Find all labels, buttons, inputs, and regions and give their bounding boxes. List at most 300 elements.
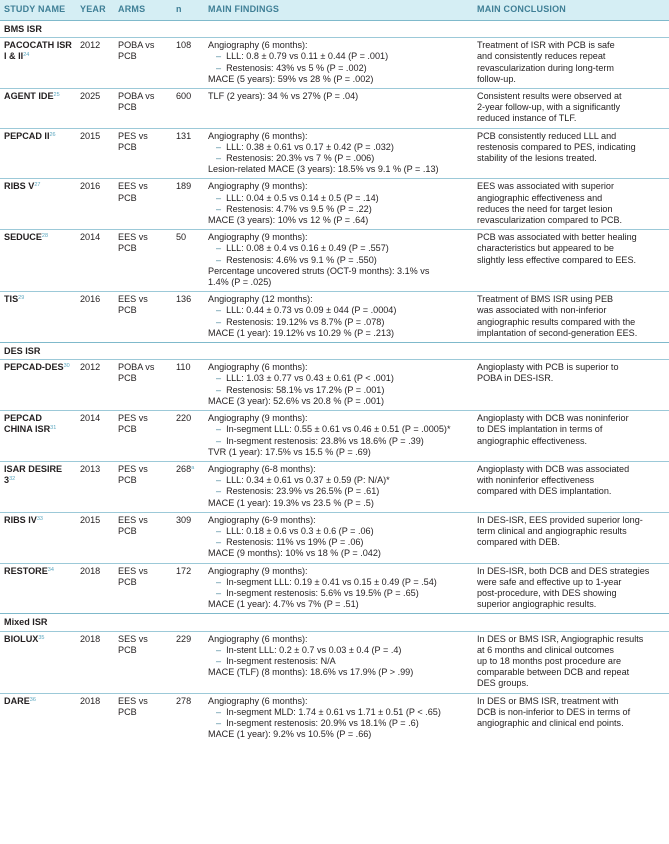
study-n-cell [172, 89, 204, 129]
finding-text: Angiography (9 months): [208, 181, 308, 192]
study-n-cell [172, 693, 204, 743]
finding-line [208, 243, 469, 254]
main-findings-cell [204, 360, 473, 411]
conclusion-line: PCB consistently reduced LLL and [477, 130, 617, 141]
dash-bullet-icon: – [216, 192, 222, 203]
study-n-cell [172, 360, 204, 411]
reference-number: 36 [29, 696, 36, 703]
reference-number: 25 [53, 92, 60, 99]
study-name-cell [0, 38, 76, 89]
study-n: 189 [176, 181, 192, 192]
finding-text: Angiography (12 months): [208, 294, 313, 305]
finding-text: LLL: 0.04 ± 0.5 vs 0.14 ± 0.5 (P = .14) [226, 192, 379, 203]
study-name-cell [0, 461, 76, 512]
finding-line [208, 424, 469, 435]
study-n-cell [172, 38, 204, 89]
finding-text: LLL: 0.44 ± 0.73 vs 0.09 ± 044 (P = .0004) [226, 305, 397, 316]
dash-bullet-icon: – [216, 717, 222, 728]
study-arms: EES vs PCB [114, 512, 172, 563]
study-name-cell [0, 693, 76, 743]
conclusion-line: slightly less effective compared to EES. [477, 254, 637, 265]
main-conclusion-cell [473, 179, 669, 230]
finding-line [208, 588, 469, 599]
study-year: 2012 [76, 38, 114, 89]
conclusion-line: DES groups. [477, 678, 529, 689]
conclusion-line: superior angiographic results. [477, 599, 597, 610]
conclusion-line: stability of the lesions treated. [477, 153, 597, 164]
study-year: 2016 [76, 179, 114, 230]
finding-text: LLL: 0.8 ± 0.79 vs 0.11 ± 0.44 (P = .001) [226, 51, 389, 62]
finding-line [208, 656, 469, 667]
conclusion-line: POBA in DES-ISR. [477, 373, 554, 384]
main-findings-cell [204, 563, 473, 614]
study-n-cell [172, 128, 204, 179]
finding-text: Restenosis: 23.9% vs 26.5% (P = .61) [226, 486, 380, 497]
study-year: 2014 [76, 411, 114, 462]
finding-line [208, 447, 469, 458]
finding-text: LLL: 0.08 ± 0.4 vs 0.16 ± 0.49 (P = .557) [226, 243, 389, 254]
group-label: DES ISR [0, 343, 669, 360]
dash-bullet-icon: – [216, 537, 222, 548]
finding-text: Angiography (6 months): [208, 695, 308, 706]
table-row [0, 461, 669, 512]
main-findings-cell [204, 128, 473, 179]
study-n: 108 [176, 40, 192, 51]
study-arms: SES vs PCB [114, 631, 172, 693]
dash-bullet-icon: – [216, 384, 222, 395]
finding-text: Restenosis: 20.3% vs 7 % (P = .006) [226, 153, 375, 164]
dash-bullet-icon: – [216, 243, 222, 254]
table-row [0, 230, 669, 292]
conclusion-line: post-procedure, with DES showing [477, 587, 617, 598]
study-name: AGENT IDE [4, 91, 54, 102]
finding-line [208, 566, 469, 577]
dash-bullet-icon: – [216, 141, 222, 152]
conclusion-line: reduces the need for target lesion [477, 203, 613, 214]
study-name-cell [0, 128, 76, 179]
finding-line [208, 396, 469, 407]
finding-line [208, 526, 469, 537]
finding-text: LLL: 1.03 ± 0.77 vs 0.43 ± 0.61 (P < .001) [226, 373, 394, 384]
study-year: 2012 [76, 360, 114, 411]
dash-bullet-icon: – [216, 706, 222, 717]
study-name-cell [0, 512, 76, 563]
finding-line [208, 475, 469, 486]
study-name: SEDUCE [4, 232, 42, 243]
study-n: 600 [176, 91, 192, 102]
main-conclusion-cell [473, 512, 669, 563]
finding-line [208, 91, 469, 102]
study-year: 2015 [76, 128, 114, 179]
finding-text: TLF (2 years): 34 % vs 27% (P = .04) [208, 91, 359, 102]
header-main-findings: MAIN FINDINGS [204, 0, 473, 21]
table-row [0, 512, 669, 563]
study-year: 2018 [76, 693, 114, 743]
finding-line [208, 294, 469, 305]
study-name-cell [0, 411, 76, 462]
conclusion-line: In DES or BMS ISR, treatment with [477, 695, 619, 706]
dash-bullet-icon: – [216, 203, 222, 214]
main-conclusion-cell [473, 230, 669, 292]
study-name-cell [0, 179, 76, 230]
finding-line [208, 413, 469, 424]
dash-bullet-icon: – [216, 254, 222, 265]
finding-line [208, 255, 469, 266]
main-conclusion-cell [473, 631, 669, 693]
finding-text: MACE (1 year): 9.2% vs 10.5% (P = .66) [208, 729, 372, 740]
study-year: 2013 [76, 461, 114, 512]
study-name: PEPCAD II [4, 130, 50, 141]
conclusion-line: revascularization compared to PCB. [477, 215, 623, 226]
finding-text: Restenosis: 19.12% vs 8.7% (P = .078) [226, 316, 385, 327]
table-row [0, 38, 669, 89]
finding-line [208, 634, 469, 645]
finding-text: MACE (9 months): 10% vs 18 % (P = .042) [208, 548, 381, 559]
conclusion-line: Angioplasty with DCB was noninferior [477, 413, 629, 424]
table-row [0, 292, 669, 343]
finding-text: Angiography (6 months): [208, 130, 308, 141]
table-row [0, 179, 669, 230]
finding-text: In-segment LLL: 0.55 ± 0.61 vs 0.46 ± 0.51 (P = .0005)* [226, 424, 451, 435]
conclusion-line: DCB is non-inferior to DES in terms of [477, 706, 631, 717]
study-year: 2015 [76, 512, 114, 563]
study-year: 2018 [76, 631, 114, 693]
group-row [0, 614, 669, 631]
conclusion-line: up to 18 months post procedure are [477, 655, 622, 666]
conclusion-line: reduced instance of TLF. [477, 113, 577, 124]
finding-text: Angiography (6 months): [208, 633, 308, 644]
main-conclusion-cell [473, 89, 669, 129]
reference-number: 34 [47, 566, 54, 573]
main-conclusion-cell [473, 360, 669, 411]
conclusion-line: Angioplasty with PCB is superior to [477, 362, 619, 373]
conclusion-line: angiographic and clinical end points. [477, 717, 624, 728]
conclusion-line: Treatment of BMS ISR using PEB [477, 294, 614, 305]
dash-bullet-icon: – [216, 576, 222, 587]
conclusion-line: In DES or BMS ISR, Angiographic results [477, 633, 644, 644]
finding-text: MACE (1 year): 19.3% vs 23.5 % (P = .5) [208, 497, 374, 508]
study-name-cell [0, 230, 76, 292]
finding-text: Percentage uncovered struts (OCT-9 months): 3.1% vs [208, 265, 430, 276]
conclusion-line: compared with DEB. [477, 537, 560, 548]
table-header [0, 0, 669, 21]
conclusion-line: at 6 months and clinical outcomes [477, 644, 614, 655]
finding-line [208, 193, 469, 204]
study-n: 131 [176, 130, 192, 141]
study-name-cell [0, 292, 76, 343]
finding-line [208, 486, 469, 497]
reference-number: 30 [63, 363, 70, 370]
study-name-cell [0, 563, 76, 614]
study-n: 309 [176, 514, 192, 525]
table-row [0, 563, 669, 614]
finding-text: Restenosis: 11% vs 19% (P = .06) [226, 537, 364, 548]
finding-text: LLL: 0.34 ± 0.61 vs 0.37 ± 0.59 (P: N/A)* [226, 475, 390, 486]
study-name: PEPCAD CHINA ISR [4, 413, 51, 435]
n-footnote: a [191, 464, 195, 471]
main-findings-cell [204, 512, 473, 563]
main-conclusion-cell [473, 461, 669, 512]
finding-text: In-segment LLL: 0.19 ± 0.41 vs 0.15 ± 0.49 (P = .54) [226, 576, 437, 587]
study-name: TIS [4, 294, 19, 305]
study-n-cell [172, 512, 204, 563]
main-findings-cell [204, 693, 473, 743]
conclusion-line: characteristics but appeared to be [477, 243, 614, 254]
finding-line [208, 63, 469, 74]
study-n: 136 [176, 294, 192, 305]
study-name-cell [0, 360, 76, 411]
conclusion-line: 2-year follow-up, with a significantly [477, 102, 621, 113]
finding-line [208, 577, 469, 588]
study-n-cell [172, 179, 204, 230]
study-name: RIBS IV [4, 514, 37, 525]
main-findings-cell [204, 292, 473, 343]
group-label: BMS ISR [0, 21, 669, 38]
finding-line [208, 515, 469, 526]
finding-line [208, 498, 469, 509]
dash-bullet-icon: – [216, 316, 222, 327]
main-findings-cell [204, 38, 473, 89]
study-year: 2016 [76, 292, 114, 343]
study-n: 110 [176, 362, 191, 373]
finding-text: LLL: 0.18 ± 0.6 vs 0.3 ± 0.6 (P = .06) [226, 525, 374, 536]
finding-line [208, 362, 469, 373]
reference-number: 29 [18, 295, 25, 302]
finding-text: Restenosis: 4.7% vs 9.5 % (P = .22) [226, 203, 372, 214]
study-name-cell [0, 89, 76, 129]
finding-text: In-segment restenosis: N/A [226, 655, 336, 666]
finding-text: In-segment MLD: 1.74 ± 0.61 vs 1.71 ± 0.51 (P < .65) [226, 706, 441, 717]
dash-bullet-icon: – [216, 525, 222, 536]
study-n: 50 [176, 232, 187, 243]
finding-text: Lesion-related MACE (3 years): 18.5% vs 9.1 % (P = .13) [208, 164, 439, 175]
main-conclusion-cell [473, 693, 669, 743]
conclusion-line: were safe and effective up to 1-year [477, 576, 622, 587]
finding-line [208, 142, 469, 153]
main-conclusion-cell [473, 411, 669, 462]
header-main-conclusion: MAIN CONCLUSION [473, 0, 669, 21]
group-label: Mixed ISR [0, 614, 669, 631]
conclusion-line: Consistent results were observed at [477, 91, 622, 102]
reference-number: 26 [49, 131, 56, 138]
finding-line [208, 599, 469, 610]
finding-text: Angiography (6-8 months): [208, 463, 316, 474]
main-findings-cell [204, 230, 473, 292]
finding-text: MACE (1 year): 4.7% vs 7% (P = .51) [208, 599, 359, 610]
finding-text: Angiography (6-9 months): [208, 514, 316, 525]
conclusion-line: PCB was associated with better healing [477, 232, 637, 243]
finding-text: Restenosis: 4.6% vs 9.1 % (P = .550) [226, 254, 377, 265]
finding-text: Angiography (6 months): [208, 40, 308, 51]
finding-line [208, 40, 469, 51]
finding-text: In-segment restenosis: 5.6% vs 19.5% (P = .65) [226, 587, 419, 598]
study-name: DARE [4, 695, 30, 706]
finding-line [208, 164, 469, 175]
study-n: 229 [176, 633, 192, 644]
study-arms: PES vs PCB [114, 461, 172, 512]
study-arms: EES vs PCB [114, 693, 172, 743]
conclusion-line: Treatment of ISR with PCB is safe [477, 40, 615, 51]
finding-line [208, 277, 469, 288]
study-arms: PES vs PCB [114, 411, 172, 462]
finding-text: MACE (3 years): 10% vs 12 % (P = .64) [208, 215, 369, 226]
conclusion-line: EES was associated with superior [477, 181, 614, 192]
dash-bullet-icon: – [216, 475, 222, 486]
finding-line [208, 232, 469, 243]
conclusion-line: restenosis compared to PES, indicating [477, 141, 636, 152]
table-row [0, 693, 669, 743]
conclusion-line: and consistently reduces repeat [477, 51, 606, 62]
finding-line [208, 537, 469, 548]
finding-line [208, 729, 469, 740]
study-arms: POBA vs PCB [114, 38, 172, 89]
study-arms: POBA vs PCB [114, 89, 172, 129]
conclusion-line: with noninferior effectiveness [477, 475, 595, 486]
main-findings-cell [204, 461, 473, 512]
reference-number: 24 [23, 52, 30, 59]
dash-bullet-icon: – [216, 62, 222, 73]
study-n-cell [172, 230, 204, 292]
dash-bullet-icon: – [216, 305, 222, 316]
study-arms: POBA vs PCB [114, 360, 172, 411]
finding-line [208, 436, 469, 447]
study-name: BIOLUX [4, 633, 39, 644]
finding-line [208, 317, 469, 328]
finding-line [208, 181, 469, 192]
reference-number: 35 [38, 634, 45, 641]
finding-text: 1.4% (P = .025) [208, 277, 272, 288]
dash-bullet-icon: – [216, 424, 222, 435]
study-n: 268 [176, 463, 192, 474]
reference-number: 31 [50, 425, 57, 432]
conclusion-line: was associated with non-inferior [477, 305, 607, 316]
finding-text: In-stent LLL: 0.2 ± 0.7 vs 0.03 ± 0.4 (P = .4) [226, 644, 402, 655]
finding-text: MACE (TLF) (8 months): 18.6% vs 17.9% (P > .99) [208, 667, 414, 678]
main-conclusion-cell [473, 563, 669, 614]
conclusion-line: In DES-ISR, EES provided superior long- [477, 514, 643, 525]
finding-text: MACE (5 years): 59% vs 28 % (P = .002) [208, 73, 374, 84]
study-name: RIBS V [4, 181, 35, 192]
dash-bullet-icon: – [216, 587, 222, 598]
finding-text: Angiography (9 months): [208, 413, 308, 424]
table-row [0, 411, 669, 462]
finding-line [208, 696, 469, 707]
study-year: 2014 [76, 230, 114, 292]
header-n: n [172, 0, 204, 21]
dash-bullet-icon: – [216, 435, 222, 446]
header-study-name: STUDY NAME [0, 0, 76, 21]
finding-text: Restenosis: 43% vs 5 % (P = .002) [226, 62, 367, 73]
finding-line [208, 464, 469, 475]
study-n-cell [172, 631, 204, 693]
finding-text: Restenosis: 58.1% vs 17.2% (P = .001) [226, 384, 385, 395]
finding-text: In-segment restenosis: 23.8% vs 18.6% (P = .39) [226, 435, 424, 446]
main-conclusion-cell [473, 128, 669, 179]
main-conclusion-cell [473, 38, 669, 89]
finding-line [208, 667, 469, 678]
conclusion-line: implantation of second-generation EES. [477, 327, 638, 338]
study-n-cell [172, 461, 204, 512]
finding-line [208, 51, 469, 62]
finding-line [208, 385, 469, 396]
dash-bullet-icon: – [216, 51, 222, 62]
finding-text: LLL: 0.38 ± 0.61 vs 0.17 ± 0.42 (P = .032) [226, 141, 394, 152]
table-row [0, 631, 669, 693]
conclusion-line: In DES-ISR, both DCB and DES strategies [477, 565, 650, 576]
study-n-cell [172, 292, 204, 343]
finding-line [208, 548, 469, 559]
table-body [0, 21, 669, 744]
study-name: PACOCATH ISR I & II [4, 40, 72, 62]
finding-line [208, 215, 469, 226]
finding-line [208, 707, 469, 718]
finding-text: Angiography (6 months): [208, 362, 308, 373]
study-year: 2018 [76, 563, 114, 614]
finding-text: MACE (1 year): 19.12% vs 10.29 % (P = .213) [208, 327, 395, 338]
group-row [0, 343, 669, 360]
finding-line [208, 131, 469, 142]
dash-bullet-icon: – [216, 153, 222, 164]
header-row [0, 0, 669, 21]
conclusion-line: Angioplasty with DCB was associated [477, 463, 630, 474]
conclusion-line: compared with DES implantation. [477, 486, 612, 497]
study-arms: EES vs PCB [114, 179, 172, 230]
study-arms: PES vs PCB [114, 128, 172, 179]
finding-text: Angiography (9 months): [208, 565, 308, 576]
finding-line [208, 74, 469, 85]
main-findings-cell [204, 631, 473, 693]
conclusion-line: angiographic effectiveness. [477, 435, 588, 446]
finding-line [208, 153, 469, 164]
finding-text: TVR (1 year): 17.5% vs 15.5 % (P = .69) [208, 446, 371, 457]
conclusion-line: follow-up. [477, 73, 516, 84]
conclusion-line: comparable between DCB and repeat [477, 667, 630, 678]
dash-bullet-icon: – [216, 486, 222, 497]
main-conclusion-cell [473, 292, 669, 343]
main-findings-cell [204, 89, 473, 129]
main-findings-cell [204, 179, 473, 230]
finding-text: In-segment restenosis: 20.9% vs 18.1% (P = .6) [226, 717, 419, 728]
dash-bullet-icon: – [216, 644, 222, 655]
table-row [0, 89, 669, 129]
study-n-cell [172, 563, 204, 614]
header-arms: ARMS [114, 0, 172, 21]
study-name: RESTORE [4, 565, 48, 576]
study-n: 278 [176, 695, 192, 706]
study-name-cell [0, 631, 76, 693]
header-year: YEAR [76, 0, 114, 21]
conclusion-line: angiographic results compared with the [477, 316, 636, 327]
reference-number: 32 [9, 476, 16, 483]
study-year: 2025 [76, 89, 114, 129]
study-n: 220 [176, 413, 192, 424]
finding-line [208, 645, 469, 656]
study-arms: EES vs PCB [114, 230, 172, 292]
study-n-cell [172, 411, 204, 462]
finding-text: MACE (3 year): 52.6% vs 20.8 % (P = .001) [208, 395, 384, 406]
reference-number: 33 [36, 515, 43, 522]
reference-number: 27 [34, 182, 41, 189]
study-name: PEPCAD-DES [4, 362, 64, 373]
conclusion-line: angiographic effectiveness and [477, 192, 603, 203]
group-row [0, 21, 669, 38]
finding-line [208, 718, 469, 729]
study-arms: EES vs PCB [114, 292, 172, 343]
main-findings-cell [204, 411, 473, 462]
table-row [0, 128, 669, 179]
reference-number: 28 [41, 233, 49, 240]
dash-bullet-icon: – [216, 655, 222, 666]
